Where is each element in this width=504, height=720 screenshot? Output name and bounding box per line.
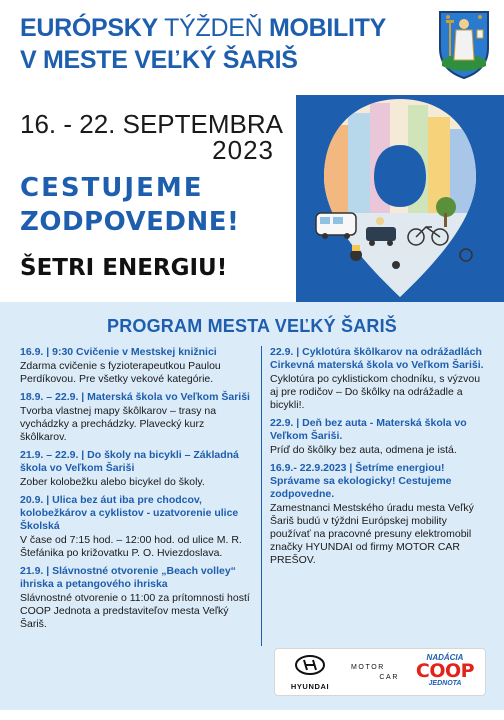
event-title: 16.9. | 9:30 Cvičenie v Mestskej knižnici [20,346,217,358]
event-item [20,346,252,386]
crest-icon [436,8,492,80]
event-item [270,417,488,457]
event-title: 21.9. – 22.9. | Do školy na bicykli – Základná škola vo Veľkom Šariši [20,449,239,474]
event-description: Zamestnanci Mestského úradu mesta Veľký Šariš budú v týždni Európskej mobility používať na pracovné presuny elektromobil značky HYUNDAI od firmy MOTOR CAR PREŠOV. [270,502,474,566]
event-item [20,494,252,560]
slogan-line-1: CESTUJEME [20,173,204,203]
nadacia-label: NADÁCIA [426,653,464,662]
event-year: 2023 [212,135,274,165]
energy-slogan: ŠETRI ENERGIU! [20,255,228,281]
event-description: Príď do škôlky bez auta, odmena je istá. [270,444,457,456]
event-description: Zober kolobežku alebo bicykel do školy. [20,476,205,488]
event-item [20,565,252,631]
event-item [20,391,252,444]
event-title: 16.9.- 22.9.2023 | Šetríme energiou! Správame sa ekologicky! Cestujeme zodpovedne. [270,462,452,500]
motorcar-logo [351,663,399,683]
event-title: 18.9. – 22.9. | Materská škola vo Veľkom Šariši [20,391,250,403]
program-left-column [20,346,252,636]
motorcar-label-2: CAR [379,674,399,681]
event-item [270,346,488,412]
event-description: V čase od 7:15 hod. – 12:00 hod. od ulice M. R. Štefánika po križovatku P. O. Hviezdoslava. [20,534,242,559]
hyundai-label: HYUNDAI [290,682,330,691]
event-title: 21.9. | Slávnostné otvorenie „Beach volley“ ihriska a petangového ihriska [20,565,236,590]
motorcar-label-1: MOTOR [351,664,385,671]
event-item [270,462,488,567]
event-description: Tvorba vlastnej mapy škôlkarov – trasy na vychádzky a prechádzky. Plavecký kurz škôlkarov. [20,405,217,443]
coop-label: COOP [415,660,475,682]
coop-jednota-logo [409,653,481,693]
column-divider [261,346,262,646]
location-pin-illustration [296,95,504,302]
header [0,0,504,90]
event-item [20,449,252,489]
hero-illustration-panel [296,95,504,302]
event-dates: 16. - 22. SEPTEMBRA [20,109,283,139]
sponsor-logos [274,648,486,696]
jednota-label: JEDNOTA [428,680,462,687]
hyundai-logo-icon [295,655,325,675]
page-title-line-2: V MESTE VEĽKÝ ŠARIŠ [20,46,298,74]
hyundai-logo [283,655,337,691]
event-description: Zdarma cvičenie s fyzioterapeutkou Paulou Perdíkovou. Pre všetky vekové kategórie. [20,360,221,385]
event-title: 22.9. | Cyklotúra škôlkarov na odrážadlách Cirkevná materská škola vo Veľkom Šariši. [270,346,484,371]
event-title: 20.9. | Ulica bez áut iba pre chodcov, kolobežkárov a cyklistov - uzatvorenie ulice Školská [20,494,239,532]
event-title: 22.9. | Deň bez auta - Materská škola vo Veľkom Šariši. [270,417,467,442]
program-title: PROGRAM MESTA VEĽKÝ ŠARIŠ [106,316,398,336]
program-right-column [270,346,488,572]
event-description: Slávnostné otvorenie o 11:00 za prítomnosti hostí COOP Jednota a predstaviteľov mesta Veľký Šariš. [20,592,250,630]
event-description: Cyklotúra po cyklistickom chodníku, s výzvou aj pre rodičov – Do škôlky na odrážadle a bicykli!. [270,373,481,411]
page-title-line-1: EURÓPSKY TÝŽDEŇ MOBILITY [20,14,387,42]
hero-text-panel [0,95,296,302]
hero-section [0,95,504,302]
slogan-line-2: ZODPOVEDNE! [20,207,240,237]
